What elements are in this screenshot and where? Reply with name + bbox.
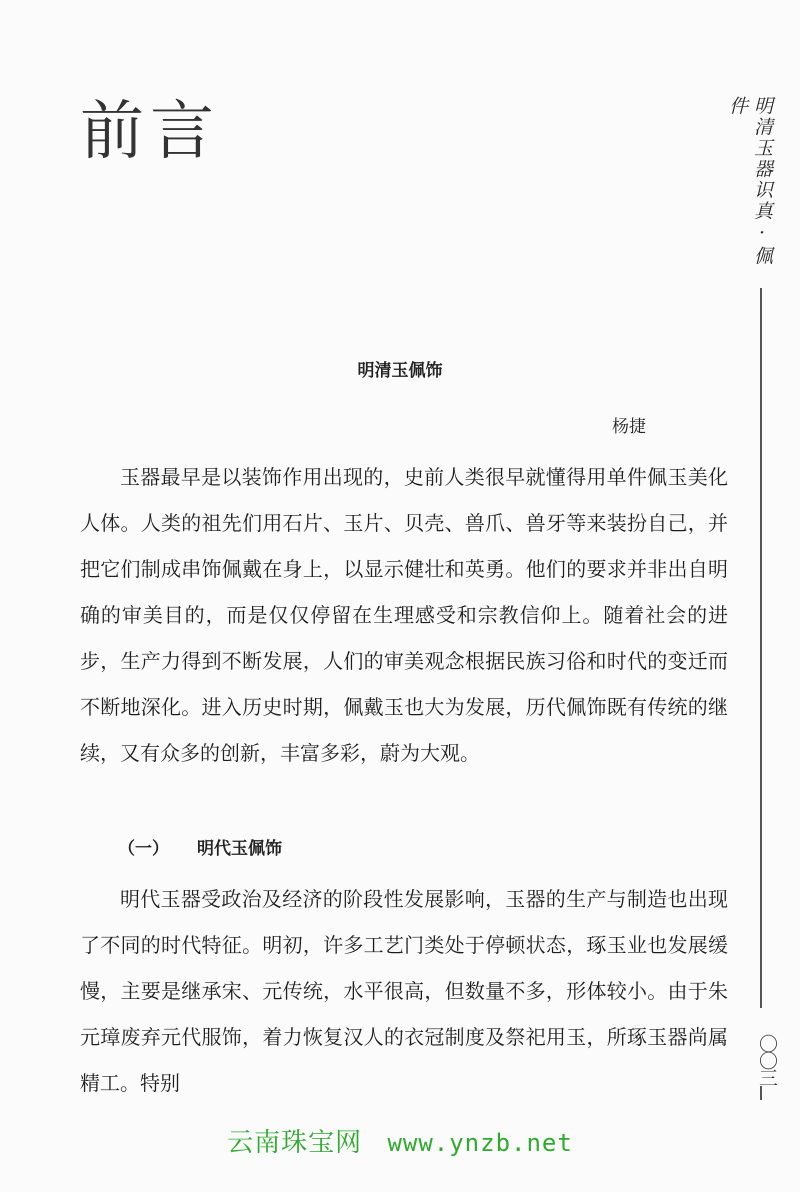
- section-heading: [118, 834, 282, 859]
- watermark: [0, 1122, 800, 1159]
- margin-rule-lower: [760, 1086, 762, 1100]
- book-title-vertical: 明清玉器识真·佩件: [726, 96, 773, 267]
- watermark-name: 云南珠宝网: [227, 1128, 363, 1158]
- watermark-url: www.ynzb.net: [387, 1129, 573, 1157]
- section-title: 明代玉佩饰: [197, 839, 282, 859]
- margin-rule-upper: [760, 288, 762, 1008]
- section-number: （一）: [118, 839, 169, 859]
- preface-title: 前言: [80, 95, 220, 169]
- page-number: 〇〇三: [756, 1034, 778, 1085]
- author-name: 杨捷: [612, 417, 646, 437]
- body-paragraph-1: 玉器最早是以装饰作用出现的，史前人类很早就懂得用单件佩玉美化人体。人类的祖先们用石片、玉片、贝壳、兽爪、兽牙等来装扮自己，并把它们制成串饰佩戴在身上，以显示健壮和英勇。他们的要求并非出自明确的审美目的，而是仅仅停留在生理感受和宗教信仰上。随着社会的进步，生产力得到不断发展，人们的审美观念根据民族习俗和时代的变迁而不断地深化。进入历史时期，佩戴玉也大为发展，历代佩饰既有传统的继续，又有众多的创新，丰富多彩，蔚为大观。: [80, 465, 728, 765]
- body-paragraph-2: 明代玉器受政治及经济的阶段性发展影响，玉器的生产与制造也出现了不同的时代特征。明初，许多工艺门类处于停顿状态，琢玉业也发展缓慢，主要是继承宋、元传统，水平很高，但数量不多，形体较小。由于朱元璋废弃元代服饰，着力恢复汉人的衣冠制度及祭祀用玉，所琢玉器尚属精工。特别: [80, 887, 728, 1095]
- article-title: 明清玉佩饰: [357, 361, 443, 381]
